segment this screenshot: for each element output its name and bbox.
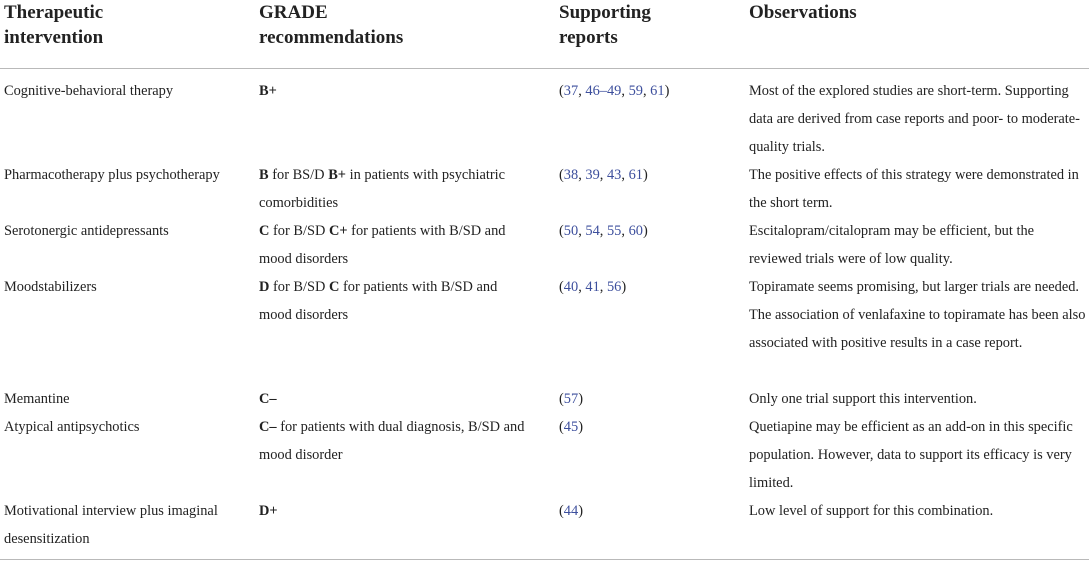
grade-text: for B/SD: [269, 279, 329, 295]
bottom-rule: [0, 559, 1089, 560]
cell-grade: [259, 77, 529, 105]
reference-link[interactable]: 44: [563, 503, 579, 519]
grade-text: for patients with dual diagnosis, B/SD and mood disorder: [259, 419, 525, 463]
grade-text: for patients with B/SD and mood disorders: [259, 223, 506, 267]
reference-link[interactable]: 61: [628, 167, 643, 183]
cell-grade: [259, 161, 529, 217]
cell-intervention: Moodstabilizers: [4, 279, 97, 295]
cell-grade: [259, 385, 529, 413]
cell-intervention: Atypical antipsychotics: [4, 419, 140, 435]
header-grade: GRADE recommendations: [259, 2, 404, 48]
grade-text: for B/SD: [269, 223, 329, 239]
cell-intervention: Serotonergic antidepressants: [4, 223, 169, 239]
grade-level: C–: [259, 419, 277, 435]
reference-link[interactable]: 59: [628, 83, 643, 99]
cell-supporting-reports: (50, 54, 55, 60): [559, 223, 648, 239]
cell-observations: Only one trial support this intervention.: [749, 391, 977, 407]
cell-supporting-reports: (45): [559, 419, 583, 435]
grade-level: D: [259, 279, 270, 295]
cell-grade: [259, 497, 529, 525]
reference-link[interactable]: 41: [585, 279, 600, 295]
cell-observations: Escitalopram/citalopram may be efficient, but the reviewed trials were of low quality.: [749, 223, 1035, 267]
header-observations: Observations: [749, 2, 857, 23]
grade-text: for patients with B/SD and mood disorders: [259, 279, 498, 323]
cell-supporting-reports: (38, 39, 43, 61): [559, 167, 648, 183]
reference-link[interactable]: 55: [606, 223, 622, 239]
reference-link[interactable]: 37: [563, 83, 579, 99]
grade-level: B: [259, 167, 269, 183]
reference-link[interactable]: 54: [585, 223, 600, 239]
header-supporting: Supporting reports: [559, 2, 651, 48]
grade-level: C: [328, 279, 340, 295]
cell-intervention: Memantine: [4, 391, 70, 407]
cell-intervention: Cognitive-behavioral therapy: [4, 83, 174, 99]
cell-supporting-reports: (37, 46–49, 59, 61): [559, 83, 670, 99]
cell-observations: Topiramate seems promising, but larger trials are needed. The association of venlafaxine to topiramate has been also associated with positive results in a case report.: [749, 279, 1086, 351]
reference-link[interactable]: 61: [650, 83, 665, 99]
grade-level: C–: [259, 391, 277, 407]
cell-observations: Quetiapine may be efficient as an add-on in this specific population. However, data to support its efficacy is very limited.: [749, 419, 1073, 491]
reference-link[interactable]: 56: [606, 279, 622, 295]
cell-observations: Low level of support for this combination.: [749, 503, 994, 519]
reference-link[interactable]: 38: [563, 167, 579, 183]
reference-link[interactable]: 43: [606, 167, 622, 183]
grade-level: D+: [259, 503, 278, 519]
cell-grade: [259, 273, 529, 329]
grade-level: B+: [328, 167, 346, 183]
reference-link[interactable]: 46–49: [585, 83, 622, 99]
grade-level: C: [259, 223, 270, 239]
cell-supporting-reports: (44): [559, 503, 583, 519]
cell-intervention: Motivational interview plus imaginal desensitization: [4, 503, 218, 547]
grade-level: B+: [259, 83, 277, 99]
reference-link[interactable]: 60: [628, 223, 643, 239]
grade-level: C+: [328, 223, 348, 239]
reference-link[interactable]: 45: [563, 419, 579, 435]
reference-link[interactable]: 57: [563, 391, 579, 407]
reference-link[interactable]: 50: [563, 223, 579, 239]
reference-link[interactable]: 40: [563, 279, 579, 295]
cell-supporting-reports: (40, 41, 56): [559, 279, 627, 295]
grade-text: for BS/D: [268, 167, 329, 183]
cell-supporting-reports: (57): [559, 391, 583, 407]
cell-observations: Most of the explored studies are short-term. Supporting data are derived from case reports and poor- to moderate-quality trials.: [749, 83, 1080, 155]
cell-intervention: Pharmacotherapy plus psychotherapy: [4, 167, 220, 183]
cell-grade: [259, 217, 529, 273]
cell-observations: The positive effects of this strategy were demonstrated in the short term.: [749, 167, 1079, 211]
cell-grade: [259, 413, 529, 469]
header-rule: [0, 68, 1089, 69]
grade-text: in patients with psychiatric comorbidities: [259, 167, 506, 211]
header-intervention: Therapeutic intervention: [4, 2, 104, 48]
reference-link[interactable]: 39: [585, 167, 600, 183]
